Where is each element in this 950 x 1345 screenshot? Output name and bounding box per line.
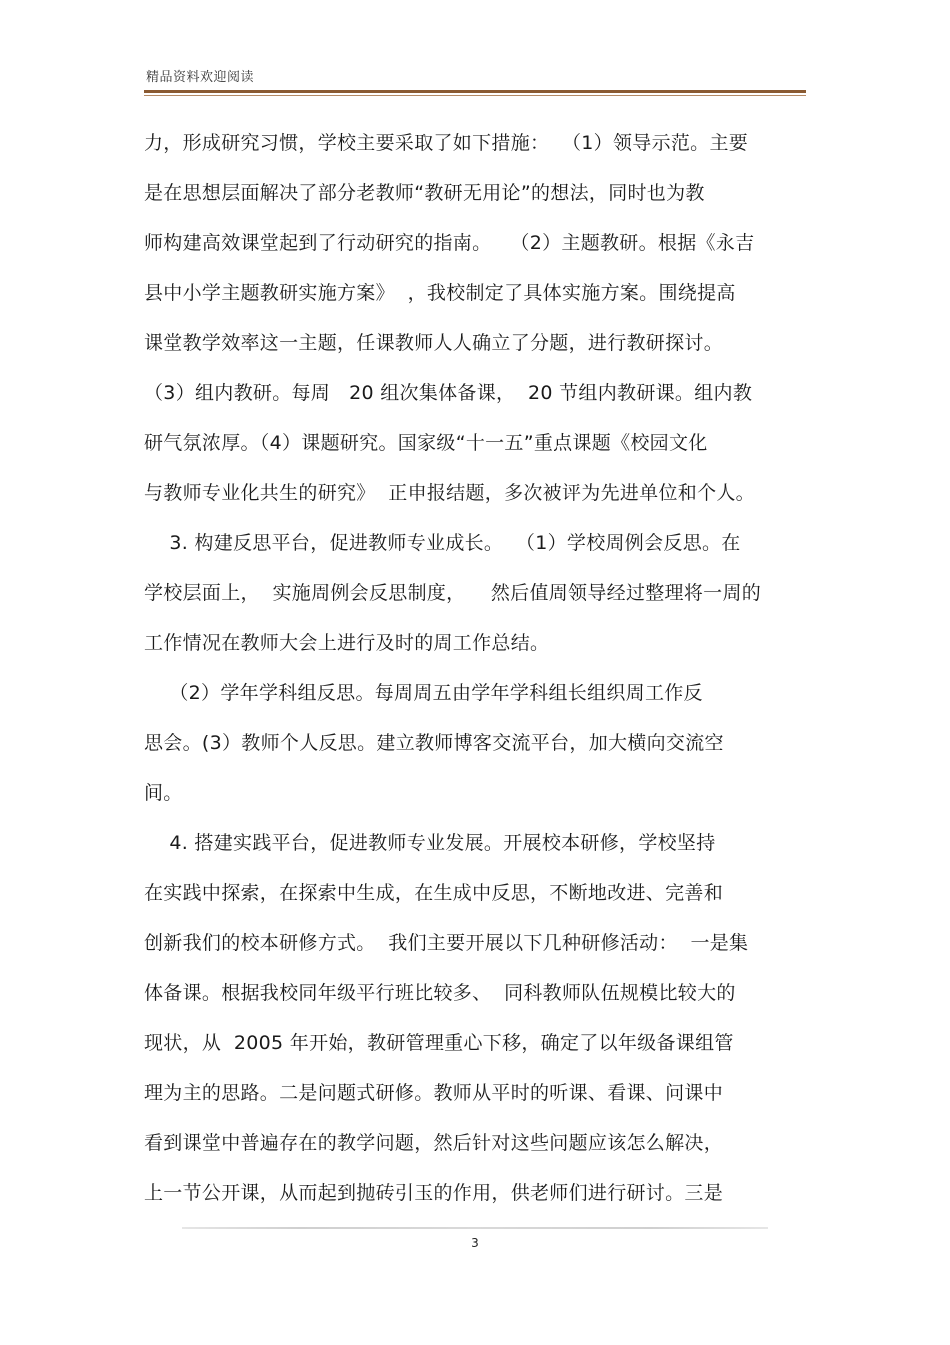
header-divider-thin [144,95,806,96]
text-line-15: 4. 搭建实践平台，促进教师专业发展。开展校本研修，学校坚持 [144,832,716,854]
page-header-label: 精品资料欢迎阅读 [146,70,255,85]
text-line-19: 现状，从 2005 年开始，教研管理重心下移，确定了以年级备课组管 [144,1032,734,1054]
text-line-9: 3. 构建反思平台，促进教师专业成长。 （1）学校周例会反思。在 [144,532,741,554]
text-line-17: 创新我们的校本研修方式。 我们主要开展以下几种研修活动： 一是集 [144,932,749,954]
text-line-21: 看到课堂中普遍存在的教学问题，然后针对这些问题应该怎么解决， [144,1132,724,1154]
text-line-13: 思会。(3）教师个人反思。建立教师博客交流平台，加大横向交流空 [144,732,724,754]
text-line-1: 力，形成研究习惯，学校主要采取了如下措施： （1）领导示范。主要 [144,132,749,154]
text-line-16: 在实践中探索，在探索中生成，在生成中反思，不断地改进、完善和 [144,882,724,904]
document-body [144,118,814,1218]
text-line-6: （3）组内教研。每周 20 组次集体备课， 20 节组内教研课。组内教 [144,382,753,404]
text-line-20: 理为主的思路。二是问题式研修。教师从平时的听课、看课、问课中 [144,1082,724,1104]
text-line-2: 是在思想层面解决了部分老教师“教研无用论”的想法，同时也为教 [144,182,705,204]
header-divider [144,90,806,93]
text-line-11: 工作情况在教师大会上进行及时的周工作总结。 [144,632,550,654]
text-line-18: 体备课。根据我校同年级平行班比较多、 同科教师队伍规模比较大的 [144,982,736,1004]
text-line-14: 间。 [144,782,183,804]
text-line-7: 研气氛浓厚。（4）课题研究。国家级“十一五”重点课题《校园文化 [144,432,708,454]
footer-divider [182,1227,768,1229]
text-line-5: 课堂教学效率这一主题，任课教师人人确立了分题，进行教研探讨。 [144,332,724,354]
text-line-3: 师构建高效课堂起到了行动研究的指南。 （2）主题教研。根据《永吉 [144,232,755,254]
page-number: 3 [471,1236,479,1250]
text-line-4: 县中小学主题教研实施方案》 ，我校制定了具体实施方案。围绕提高 [144,282,736,304]
text-line-8: 与教师专业化共生的研究》 正申报结题，多次被评为先进单位和个人。 [144,482,755,504]
text-line-12: （2）学年学科组反思。每周周五由学年学科组长组织周工作反 [144,682,703,704]
text-line-22: 上一节公开课，从而起到抛砖引玉的作用，供老师们进行研讨。三是 [144,1182,724,1204]
text-line-10: 学校层面上， 实施周例会反思制度， 然后值周领导经过整理将一周的 [144,582,762,604]
